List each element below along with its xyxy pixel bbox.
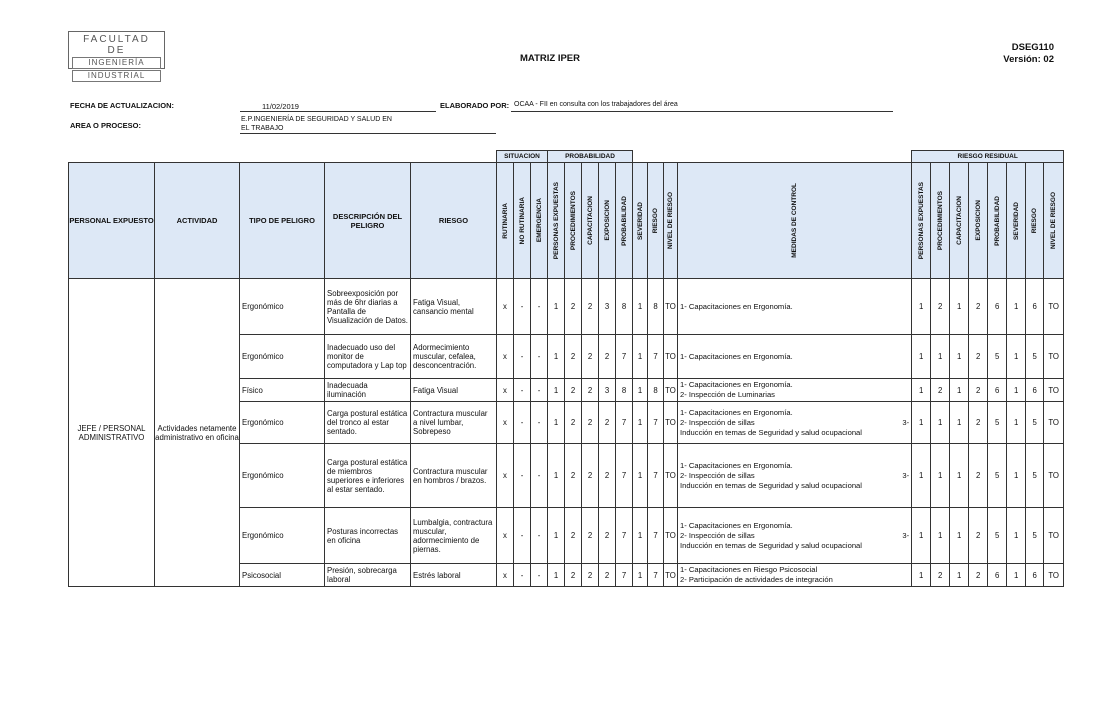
value-cell-rut: x bbox=[497, 444, 514, 508]
document-code-block bbox=[1003, 42, 1054, 66]
residual-cell-r_pe: 1 bbox=[912, 279, 931, 335]
value-cell-sev: 1 bbox=[633, 564, 648, 587]
medida-line: 1- Capacitaciones en Ergonomía. bbox=[680, 301, 793, 311]
tipo-peligro-cell: Ergonómico bbox=[240, 335, 325, 379]
value-cell-norut: - bbox=[514, 279, 531, 335]
header-riesgo-col: RIESGO bbox=[648, 163, 664, 279]
header-r-exposicion: EXPOSICION bbox=[969, 163, 988, 279]
version-label: Versión: bbox=[1003, 54, 1041, 65]
medidas-cell bbox=[678, 402, 912, 444]
value-cell-rie: 7 bbox=[648, 402, 664, 444]
residual-cell-r_pe: 1 bbox=[912, 402, 931, 444]
header-r-riesgo: RIESGO bbox=[1026, 163, 1044, 279]
residual-cell-r_pe: 1 bbox=[912, 335, 931, 379]
value-cell-emerg: - bbox=[531, 402, 548, 444]
logo-line-2: INGENIERÍA bbox=[72, 57, 161, 69]
header-rutinaria: RUTINARIA bbox=[497, 163, 514, 279]
header-tipo: TIPO DE PELIGRO bbox=[240, 163, 325, 279]
residual-cell-r_cap: 1 bbox=[950, 379, 969, 402]
actividad-cell: Actividades netamente administrativo en oficina bbox=[155, 279, 240, 587]
residual-cell-r_niv: TO bbox=[1044, 444, 1064, 508]
logo-line-1: FACULTAD DE bbox=[83, 34, 150, 56]
value-cell-rie: 8 bbox=[648, 379, 664, 402]
residual-cell-r_prob: 6 bbox=[988, 379, 1007, 402]
residual-cell-r_sev: 1 bbox=[1007, 564, 1026, 587]
residual-cell-r_niv: TO bbox=[1044, 402, 1064, 444]
medidas-cell bbox=[678, 335, 912, 379]
value-cell-rie: 7 bbox=[648, 444, 664, 508]
medidas-cell bbox=[678, 444, 912, 508]
value-cell-niv: TO bbox=[664, 444, 678, 508]
value-cell-norut: - bbox=[514, 564, 531, 587]
value-cell-prob: 7 bbox=[616, 564, 633, 587]
value-cell-prob: 8 bbox=[616, 279, 633, 335]
descripcion-cell: Carga postural estática del tronco al estar sentado. bbox=[325, 402, 411, 444]
residual-cell-r_prob: 5 bbox=[988, 508, 1007, 564]
value-cell-emerg: - bbox=[531, 279, 548, 335]
value-cell-exp: 2 bbox=[599, 335, 616, 379]
header-capacitacion: CAPACITACION bbox=[582, 163, 599, 279]
header-no-rutinaria: NO RUTINARIA bbox=[514, 163, 531, 279]
elaborado-label: ELABORADO POR: bbox=[440, 101, 510, 110]
residual-cell-r_niv: TO bbox=[1044, 564, 1064, 587]
value-cell-cap: 2 bbox=[582, 508, 599, 564]
value-cell-rut: x bbox=[497, 564, 514, 587]
value-cell-norut: - bbox=[514, 379, 531, 402]
value-cell-emerg: - bbox=[531, 335, 548, 379]
value-cell-exp: 3 bbox=[599, 379, 616, 402]
residual-cell-r_prob: 5 bbox=[988, 402, 1007, 444]
value-cell-pe: 1 bbox=[548, 379, 565, 402]
medidas-cell bbox=[678, 379, 912, 402]
medida-line: 1- Capacitaciones en Riesgo Psicosocial bbox=[680, 565, 818, 574]
residual-cell-r_sev: 1 bbox=[1007, 279, 1026, 335]
area-value-line-1: E.P.INGENIERÍA DE SEGURIDAD Y SALUD EN bbox=[241, 116, 392, 123]
tipo-peligro-cell: Psicosocial bbox=[240, 564, 325, 587]
value-cell-proc: 2 bbox=[565, 279, 582, 335]
residual-cell-r_exp: 2 bbox=[969, 402, 988, 444]
residual-cell-r_proc: 1 bbox=[931, 402, 950, 444]
medida-line: Inducción en temas de Seguridad y salud ocupacional bbox=[680, 540, 862, 550]
fecha-value: 11/02/2019 bbox=[262, 102, 299, 111]
value-cell-prob: 7 bbox=[616, 402, 633, 444]
value-cell-sev: 1 bbox=[633, 279, 648, 335]
medida-line: 2- Inspección de sillas 3- bbox=[680, 530, 910, 540]
value-cell-cap: 2 bbox=[582, 279, 599, 335]
header-descripcion: DESCRIPCIÓN DEL PELIGRO bbox=[325, 163, 411, 279]
value-cell-prob: 8 bbox=[616, 379, 633, 402]
residual-cell-r_cap: 1 bbox=[950, 335, 969, 379]
group-probabilidad: PROBABILIDAD bbox=[548, 151, 633, 163]
value-cell-pe: 1 bbox=[548, 335, 565, 379]
value-cell-rie: 7 bbox=[648, 564, 664, 587]
value-cell-niv: TO bbox=[664, 508, 678, 564]
area-value bbox=[241, 115, 392, 133]
residual-cell-r_proc: 1 bbox=[931, 335, 950, 379]
residual-cell-r_niv: TO bbox=[1044, 508, 1064, 564]
document-title: MATRIZ IPER bbox=[520, 53, 580, 64]
medida-line: Inducción en temas de Seguridad y salud ocupacional bbox=[680, 480, 862, 490]
column-header-row bbox=[69, 163, 1064, 279]
value-cell-rie: 8 bbox=[648, 279, 664, 335]
medidas-cell bbox=[678, 564, 912, 587]
riesgo-cell: Adormecimiento muscular, cefalea, desconcentración. bbox=[411, 335, 497, 379]
area-underline bbox=[240, 133, 496, 134]
value-cell-proc: 2 bbox=[565, 564, 582, 587]
tipo-peligro-cell: Ergonómico bbox=[240, 508, 325, 564]
riesgo-cell: Contractura muscular en hombros / brazos. bbox=[411, 444, 497, 508]
residual-cell-r_proc: 1 bbox=[931, 508, 950, 564]
residual-cell-r_niv: TO bbox=[1044, 279, 1064, 335]
value-cell-proc: 2 bbox=[565, 508, 582, 564]
value-cell-sev: 1 bbox=[633, 379, 648, 402]
value-cell-sev: 1 bbox=[633, 508, 648, 564]
residual-cell-r_prob: 6 bbox=[988, 279, 1007, 335]
header-nivel: NIVEL DE RIESGO bbox=[664, 163, 678, 279]
residual-cell-r_exp: 2 bbox=[969, 564, 988, 587]
medidas-cell bbox=[678, 279, 912, 335]
header-riesgo: RIESGO bbox=[411, 163, 497, 279]
medida-line: 2- Inspección de sillas 3- bbox=[680, 470, 910, 480]
riesgo-cell: Fatiga Visual bbox=[411, 379, 497, 402]
residual-cell-r_niv: TO bbox=[1044, 335, 1064, 379]
medida-line: 1- Capacitaciones en Ergonomía. bbox=[680, 520, 793, 530]
riesgo-cell: Fatiga Visual, cansancio mental bbox=[411, 279, 497, 335]
value-cell-exp: 2 bbox=[599, 564, 616, 587]
value-cell-proc: 2 bbox=[565, 402, 582, 444]
residual-cell-r_sev: 1 bbox=[1007, 335, 1026, 379]
area-label: AREA O PROCESO: bbox=[70, 121, 141, 130]
residual-cell-r_proc: 2 bbox=[931, 279, 950, 335]
value-cell-norut: - bbox=[514, 508, 531, 564]
residual-cell-r_rie: 6 bbox=[1026, 379, 1044, 402]
descripcion-cell: Inadecuada iluminación bbox=[325, 379, 411, 402]
residual-cell-r_rie: 6 bbox=[1026, 564, 1044, 587]
residual-cell-r_cap: 1 bbox=[950, 444, 969, 508]
value-cell-rie: 7 bbox=[648, 508, 664, 564]
riesgo-cell: Contractura muscular a nivel lumbar, Sobrepeso bbox=[411, 402, 497, 444]
value-cell-sev: 1 bbox=[633, 402, 648, 444]
value-cell-cap: 2 bbox=[582, 444, 599, 508]
iper-matrix-table bbox=[68, 150, 1064, 587]
value-cell-emerg: - bbox=[531, 508, 548, 564]
value-cell-emerg: - bbox=[531, 564, 548, 587]
header-r-procedimientos: PROCEDIMIENTOS bbox=[931, 163, 950, 279]
tipo-peligro-cell: Ergonómico bbox=[240, 444, 325, 508]
residual-cell-r_proc: 2 bbox=[931, 564, 950, 587]
value-cell-niv: TO bbox=[664, 279, 678, 335]
value-cell-niv: TO bbox=[664, 335, 678, 379]
value-cell-exp: 2 bbox=[599, 444, 616, 508]
group-situacion: SITUACION bbox=[497, 151, 548, 163]
fecha-label: FECHA DE ACTUALIZACION: bbox=[70, 101, 175, 110]
fecha-underline bbox=[240, 111, 436, 112]
logo-line-3: INDUSTRIAL bbox=[72, 70, 161, 82]
residual-cell-r_rie: 5 bbox=[1026, 444, 1044, 508]
value-cell-sev: 1 bbox=[633, 444, 648, 508]
elaborado-value: OCAA - FII en consulta con los trabajadores del área bbox=[514, 101, 678, 108]
residual-cell-r_cap: 1 bbox=[950, 508, 969, 564]
version-value: 02 bbox=[1043, 54, 1054, 65]
descripcion-cell: Posturas incorrectas en oficina bbox=[325, 508, 411, 564]
value-cell-emerg: - bbox=[531, 379, 548, 402]
residual-cell-r_cap: 1 bbox=[950, 279, 969, 335]
residual-cell-r_pe: 1 bbox=[912, 379, 931, 402]
value-cell-rut: x bbox=[497, 508, 514, 564]
tipo-peligro-cell: Ergonómico bbox=[240, 402, 325, 444]
residual-cell-r_niv: TO bbox=[1044, 379, 1064, 402]
value-cell-proc: 2 bbox=[565, 379, 582, 402]
value-cell-cap: 2 bbox=[582, 335, 599, 379]
value-cell-proc: 2 bbox=[565, 444, 582, 508]
residual-cell-r_sev: 1 bbox=[1007, 508, 1026, 564]
value-cell-rie: 7 bbox=[648, 335, 664, 379]
value-cell-norut: - bbox=[514, 444, 531, 508]
medida-line: 1- Capacitaciones en Ergonomía. bbox=[680, 460, 793, 470]
medida-line: 2- Inspección de sillas 3- bbox=[680, 417, 910, 427]
residual-cell-r_pe: 1 bbox=[912, 508, 931, 564]
value-cell-rut: x bbox=[497, 279, 514, 335]
group-riesgo-residual: RIESGO RESIDUAL bbox=[912, 151, 1064, 163]
header-severidad: SEVERIDAD bbox=[633, 163, 648, 279]
residual-cell-r_rie: 6 bbox=[1026, 279, 1044, 335]
medida-line: 1- Capacitaciones en Ergonomía. bbox=[680, 380, 793, 389]
residual-cell-r_rie: 5 bbox=[1026, 508, 1044, 564]
value-cell-prob: 7 bbox=[616, 508, 633, 564]
value-cell-cap: 2 bbox=[582, 564, 599, 587]
value-cell-rut: x bbox=[497, 335, 514, 379]
value-cell-rut: x bbox=[497, 379, 514, 402]
descripcion-cell: Presión, sobrecarga laboral bbox=[325, 564, 411, 587]
header-probabilidad: PROBABILIDAD bbox=[616, 163, 633, 279]
value-cell-pe: 1 bbox=[548, 564, 565, 587]
residual-cell-r_exp: 2 bbox=[969, 444, 988, 508]
residual-cell-r_exp: 2 bbox=[969, 335, 988, 379]
value-cell-pe: 1 bbox=[548, 402, 565, 444]
residual-cell-r_cap: 1 bbox=[950, 564, 969, 587]
value-cell-niv: TO bbox=[664, 402, 678, 444]
header-medidas: MEDIDAS DE CONTROL bbox=[678, 163, 912, 279]
value-cell-proc: 2 bbox=[565, 335, 582, 379]
residual-cell-r_cap: 1 bbox=[950, 402, 969, 444]
area-value-line-2: EL TRABAJO bbox=[241, 125, 284, 132]
residual-cell-r_exp: 2 bbox=[969, 379, 988, 402]
header-personas: PERSONAS EXPUESTAS bbox=[548, 163, 565, 279]
residual-cell-r_pe: 1 bbox=[912, 444, 931, 508]
medida-line: 1- Capacitaciones en Ergonomía. bbox=[680, 407, 793, 417]
medidas-cell bbox=[678, 508, 912, 564]
residual-cell-r_sev: 1 bbox=[1007, 402, 1026, 444]
medida-line: Inducción en temas de Seguridad y salud ocupacional bbox=[680, 427, 862, 437]
value-cell-niv: TO bbox=[664, 564, 678, 587]
group-header-row bbox=[69, 151, 1064, 163]
header-actividad: ACTIVIDAD bbox=[155, 163, 240, 279]
residual-cell-r_proc: 2 bbox=[931, 379, 950, 402]
value-cell-prob: 7 bbox=[616, 444, 633, 508]
residual-cell-r_sev: 1 bbox=[1007, 444, 1026, 508]
riesgo-cell: Estrés laboral bbox=[411, 564, 497, 587]
value-cell-pe: 1 bbox=[548, 508, 565, 564]
residual-cell-r_prob: 5 bbox=[988, 335, 1007, 379]
medida-line: 2- Participación de actividades de integración bbox=[680, 575, 833, 584]
elaborado-underline bbox=[511, 111, 893, 112]
medida-line: 2- Inspección de Luminarias bbox=[680, 390, 775, 399]
value-cell-niv: TO bbox=[664, 379, 678, 402]
header-emergencia: EMERGENCIA bbox=[531, 163, 548, 279]
tipo-peligro-cell: Físico bbox=[240, 379, 325, 402]
value-cell-norut: - bbox=[514, 335, 531, 379]
faculty-logo bbox=[68, 31, 165, 80]
value-cell-rut: x bbox=[497, 402, 514, 444]
value-cell-exp: 2 bbox=[599, 402, 616, 444]
value-cell-norut: - bbox=[514, 402, 531, 444]
descripcion-cell: Carga postural estática de miembros superiores e inferiores al estar sentado. bbox=[325, 444, 411, 508]
value-cell-prob: 7 bbox=[616, 335, 633, 379]
value-cell-sev: 1 bbox=[633, 335, 648, 379]
residual-cell-r_prob: 6 bbox=[988, 564, 1007, 587]
header-r-severidad: SEVERIDAD bbox=[1007, 163, 1026, 279]
value-cell-exp: 3 bbox=[599, 279, 616, 335]
personal-expuesto-cell: JEFE / PERSONAL ADMINISTRATIVO bbox=[69, 279, 155, 587]
descripcion-cell: Inadecuado uso del monitor de computadora y Lap top bbox=[325, 335, 411, 379]
header-r-capacitacion: CAPACITACION bbox=[950, 163, 969, 279]
header-r-nivel: NIVEL DE RIESGO bbox=[1044, 163, 1064, 279]
value-cell-cap: 2 bbox=[582, 402, 599, 444]
value-cell-emerg: - bbox=[531, 444, 548, 508]
residual-cell-r_rie: 5 bbox=[1026, 335, 1044, 379]
descripcion-cell: Sobreexposición por más de 6hr diarias a Pantalla de Visualización de Datos. bbox=[325, 279, 411, 335]
residual-cell-r_pe: 1 bbox=[912, 564, 931, 587]
header-personal: PERSONAL EXPUESTO bbox=[69, 163, 155, 279]
tipo-peligro-cell: Ergonómico bbox=[240, 279, 325, 335]
residual-cell-r_exp: 2 bbox=[969, 508, 988, 564]
riesgo-cell: Lumbalgia, contractura muscular, adormecimiento de piernas. bbox=[411, 508, 497, 564]
medida-line: 1- Capacitaciones en Ergonomía. bbox=[680, 351, 793, 361]
value-cell-exp: 2 bbox=[599, 508, 616, 564]
value-cell-pe: 1 bbox=[548, 444, 565, 508]
residual-cell-r_rie: 5 bbox=[1026, 402, 1044, 444]
residual-cell-r_prob: 5 bbox=[988, 444, 1007, 508]
header-procedimientos: PROCEDIMIENTOS bbox=[565, 163, 582, 279]
header-exposicion: EXPOSICION bbox=[599, 163, 616, 279]
table-row bbox=[69, 279, 1064, 335]
residual-cell-r_proc: 1 bbox=[931, 444, 950, 508]
header-r-probabilidad: PROBABILIDAD bbox=[988, 163, 1007, 279]
value-cell-pe: 1 bbox=[548, 279, 565, 335]
residual-cell-r_sev: 1 bbox=[1007, 379, 1026, 402]
document-code: DSEG110 bbox=[1011, 42, 1054, 53]
header-r-personas: PERSONAS EXPUESTAS bbox=[912, 163, 931, 279]
residual-cell-r_exp: 2 bbox=[969, 279, 988, 335]
value-cell-cap: 2 bbox=[582, 379, 599, 402]
